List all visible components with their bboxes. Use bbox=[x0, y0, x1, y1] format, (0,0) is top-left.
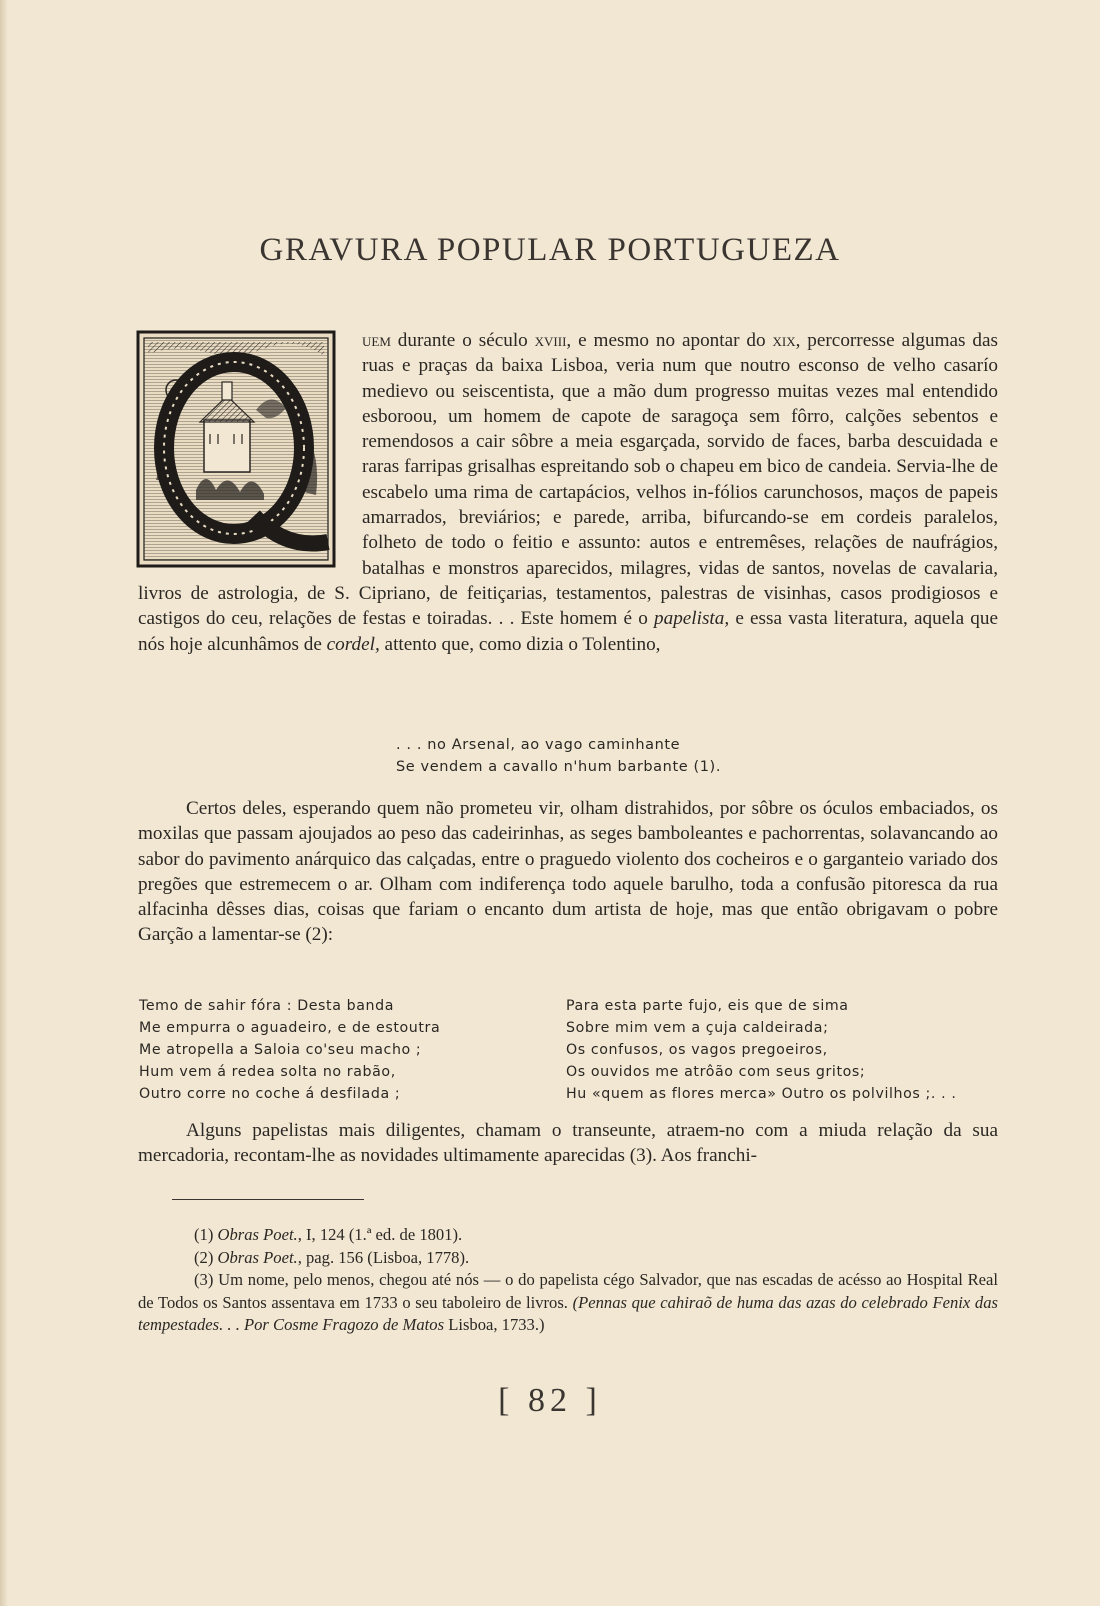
poem-line: Sobre mim vem a çuja caldeirada; bbox=[566, 1020, 829, 1036]
century-xix: xix bbox=[772, 330, 796, 351]
term-papelista: papelista, bbox=[654, 608, 730, 630]
century-xviii: xviii bbox=[534, 330, 567, 351]
poem-line: Hu «quem as flores merca» Outro os polvilhos ;. . . bbox=[566, 1086, 957, 1102]
quote-line: . . . no Arsenal, ao vago caminhante bbox=[396, 737, 681, 753]
footnote-text: Lisboa, 1733.) bbox=[444, 1315, 545, 1335]
poem-line: Os confusos, os vagos pregoeiros, bbox=[566, 1042, 828, 1058]
page-number: [ 82 ] bbox=[498, 1382, 602, 1419]
footnote-1 bbox=[138, 1224, 998, 1247]
footnote-text: (3) Um nome, pelo menos, chegou até nós — o do papelista cégo Salvador, que nas escadas de acésso ao Hospital Real de Todos os Santos assentava em 1733 o seu taboleiro de livros. bbox=[138, 1270, 998, 1312]
poem-line: Me empurra o aguadeiro, e de estoutra bbox=[139, 1020, 441, 1036]
footnote-marker: (2) bbox=[194, 1247, 218, 1267]
verse-quote bbox=[396, 734, 721, 778]
text-segment: attento que, como dizia o Tolentino, bbox=[379, 633, 661, 655]
footnote-marker: (1) bbox=[194, 1225, 218, 1244]
footnote-divider bbox=[172, 1199, 364, 1200]
poem-line: Hum vem á redea solta no rabão, bbox=[139, 1064, 396, 1080]
term-cordel: cordel, bbox=[326, 633, 380, 655]
opening-paragraph bbox=[138, 328, 998, 657]
footnotes bbox=[138, 1224, 998, 1337]
woodcut-initial-image bbox=[136, 330, 336, 568]
second-paragraph: Certos deles, esperando quem não prometeu vir, olham distrahidos, por sôbre os óculos embaciados, os moxilas que passam ajoujados ao peso das cadeirinhas, as seges bamboleantes e pachorrentas, solavancando ao sabor do pavimento anárquico das calçadas, entre o praguedo violento dos cocheiros e o garganteio variado dos pregões que estremecem o ar. Olham com indiferença todo aquele barulho, toda a confusão pitoresca da rua alfacinha dêsses dias, coisas que fariam o encanto dum artista de hoje, mas que então obrigavam o pobre Garção a lamentar-se (2): bbox=[138, 798, 998, 946]
poem-line: Me atropella a Saloia co'seu macho ; bbox=[139, 1042, 422, 1058]
poem-line: Outro corre no coche á desfilada ; bbox=[139, 1086, 401, 1102]
intro-small-caps: uem bbox=[362, 330, 391, 351]
text-segment: e essa vasta literatura, aquela que nós hoje alcunhâmos de bbox=[138, 608, 998, 655]
footnote-3 bbox=[138, 1269, 998, 1337]
page-title: GRAVURA POPULAR PORTUGUEZA bbox=[259, 232, 841, 268]
poem-line: Os ouvidos me atrôão com seus gritos; bbox=[566, 1064, 866, 1080]
third-paragraph: Alguns papelistas mais diligentes, chamam o transeunte, atraem-no com a miuda relação da sua mercadoria, recontam-lhe as novidades ultimamente aparecidas (3). Aos franchi- bbox=[138, 1120, 998, 1167]
footnote-2 bbox=[138, 1247, 998, 1270]
poem-line: Temo de sahir fóra : Desta banda bbox=[139, 998, 395, 1014]
footnote-title: (Pennas que cahiraõ de huma das azas do celebrado Fenix das tempestades. . . Por Cosme Fragozo de Matos bbox=[138, 1292, 998, 1335]
illustrated-dropcap bbox=[136, 330, 336, 568]
poem-left-column bbox=[139, 995, 440, 1105]
text-segment: , e mesmo no apontar do bbox=[566, 330, 773, 351]
poem-line: Para esta parte fujo, eis que de sima bbox=[566, 998, 849, 1014]
footnote-title: Obras Poet. bbox=[217, 1225, 298, 1244]
text-segment: , percorresse algumas das ruas e praças da baixa Lisboa, veria num que noutro esconso de velho casarío medievo ou seiscentista, que a mão dum progresso muitas vezes mal entendido esboroou, um homem de capote de saragoça sem fôrro, calções sebentos e remendosos a cair sôbre a meia esgarçada, sorvido de faces, barba descuidada e raras farripas grisalhas espreitando sob o chapeu em bico de candeia. Servia-lhe de escabelo uma rima de cartapácios, velhos in-fólios carunchosos, maços de papeis amarrados, breviários; e parede, arriba, bifurcando-se em cordeis paralelos, folheto de todo o feitio e assunto: autos e entremêses, relações de naufrágios, batalhas e monstros aparecidos, milagres, vidas de santos, novelas de cavalaria, livros de astrologia, de S. Cipriano, de feitiçarias, testamentos, palestras de visinhas, casos prodigiosos e castigos do ceu, relações de festas e toiradas. . . Este homem é o bbox=[138, 330, 998, 630]
footnote-title: Obras Poet. bbox=[217, 1247, 298, 1267]
footnote-text: , I, 124 (1.ª ed. de 1801). bbox=[297, 1225, 463, 1244]
footnote-text: , pag. 156 (Lisboa, 1778). bbox=[297, 1247, 470, 1267]
poem-right-column bbox=[566, 995, 956, 1105]
quote-line: Se vendem a cavallo n'hum barbante (1). bbox=[396, 759, 722, 775]
text-segment: durante o século bbox=[390, 330, 535, 351]
